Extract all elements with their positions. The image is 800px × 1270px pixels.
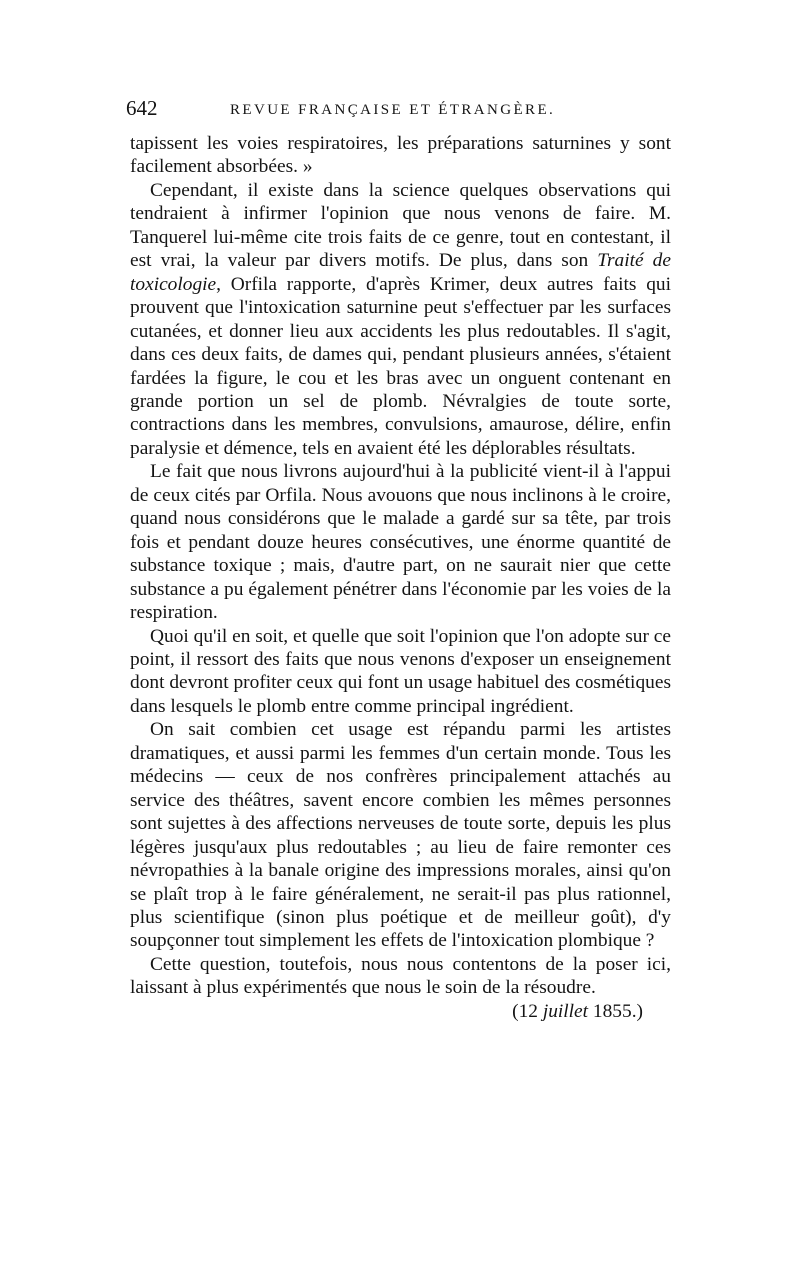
- paragraph-2-text-b: , Orfila rapporte, d'après Krimer, deux autres faits qui prouvent que l'intoxication saturnine peut s'effectuer par les surfaces cutanées, et donner lieu aux accidents les plus redoutables. Il s'agit, dans ces deux faits, de dames qui, pendant plusieurs années, s'étaient fardées la figure, le cou et les bras avec un onguent contenant en grande portion un sel de plomb. Névralgies de toute sorte, contractions dans les membres, convulsions, amaurose, délire, enfin paralysie et démence, tels en avaient été les déplorables résultats.: [130, 273, 671, 459]
- article-body: [130, 132, 671, 1023]
- paragraph-4: Quoi qu'il en soit, et quelle que soit l'opinion que l'on adopte sur ce point, il ressort des faits que nous venons d'exposer un enseignement dont devront profiter ceux qui font un usage habituel des cosmétiques dans lesquels le plomb entre comme principal ingrédient.: [130, 625, 672, 717]
- dateline-open: (12: [512, 1000, 543, 1022]
- book-title-italic: Traité de toxicologie: [130, 250, 671, 295]
- journal-title: REVUE FRANÇAISE ET ÉTRANGÈRE.: [230, 102, 556, 118]
- dateline-month: juillet: [542, 1000, 589, 1022]
- paragraph-5: On sait combien cet usage est répandu parmi les artistes dramatiques, et aussi parmi les femmes d'un certain monde. Tous les médecins — ceux de nos confrères principalement attachés au service des théâtres, savent encore combien les mêmes personnes sont sujettes à des affections nerveuses de toute sorte, depuis les plus légères jusqu'aux plus redoutables ; au lieu de faire remonter ces névropathies à la banale origine des impressions morales, ainsi qu'on se plaît trop à le faire généralement, ne serait-il pas plus rationnel, plus scientifique (sinon plus poétique et de meilleur goût), d'y soupçonner tout simplement les effets de l'intoxication plombique ?: [130, 719, 671, 952]
- paragraph-1: tapissent les voies respiratoires, les préparations saturnines y sont facilement absorbées. »: [130, 133, 671, 178]
- book-page: [126, 96, 672, 1023]
- running-head: [126, 96, 671, 120]
- paragraph-6: Cette question, toutefois, nous nous contentons de la poser ici, laissant à plus expérimentés que nous le soin de la résoudre.: [130, 953, 671, 999]
- page-number: 642: [126, 96, 158, 120]
- dateline-close: 1855.): [588, 1000, 643, 1022]
- paragraph-3: Le fait que nous livrons aujourd'hui à la publicité vient-il à l'appui de ceux cités par Orfila. Nous avouons que nous inclinons à le croire, quand nous considérons que le malade a gardé sur sa tête, par trois fois et pendant douze heures consécutives, une énorme quantité de substance toxique ; mais, d'autre part, on ne saurait nier que cette substance a pu également pénétrer dans l'économie par les voies de la respiration.: [130, 461, 671, 624]
- paragraph-2: [130, 179, 671, 460]
- dateline: [130, 1000, 671, 1023]
- paragraph-2-text-a: Cependant, il existe dans la science quelques observations qui tendraient à infirmer l'opinion que nous venons de faire. M. Tanquerel lui-même cite trois faits de ce genre, tout en contestant, il est vrai, la valeur par divers motifs. De plus, dans son: [130, 179, 671, 272]
